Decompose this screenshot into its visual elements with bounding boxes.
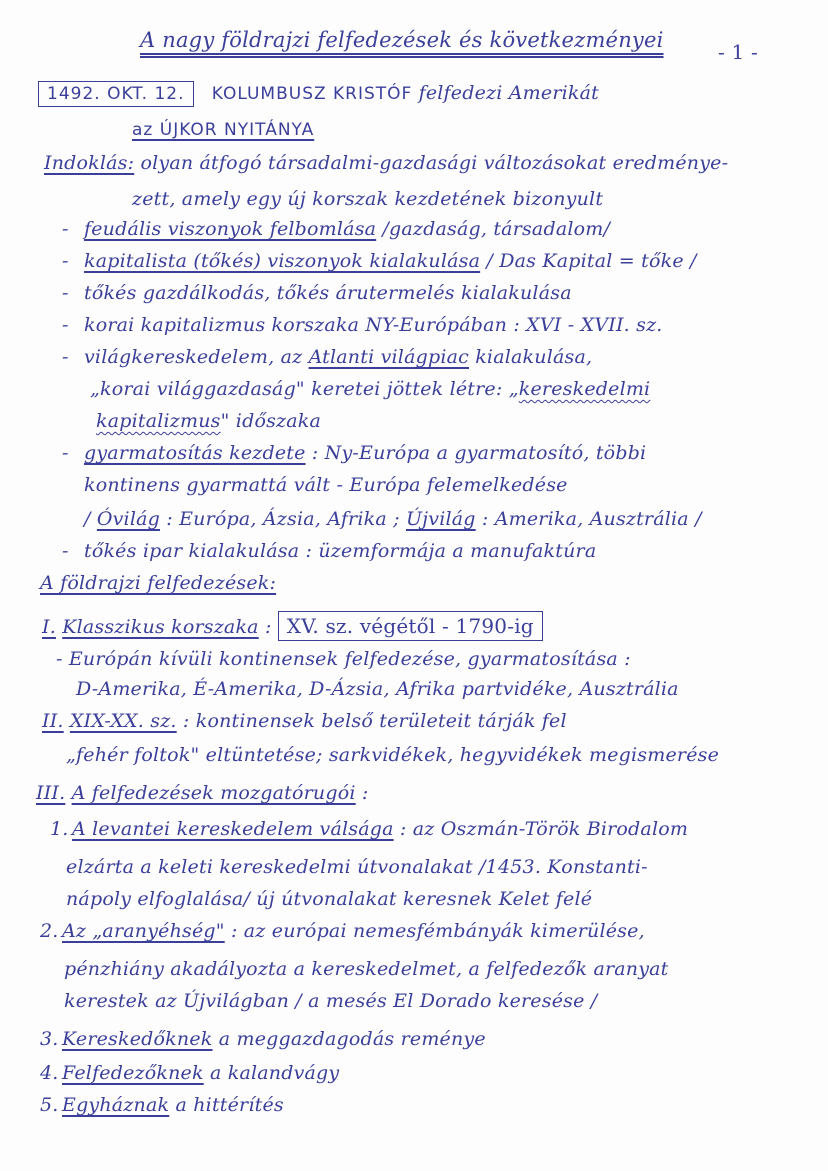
bullet-rest: tőkés gazdálkodás, tőkés árutermelés kialakulása xyxy=(84,282,572,304)
period-2-text-2: „fehér foltok" eltüntetése; sarkvidékek, hegyvidékek megismerése xyxy=(66,744,720,766)
bullet-dash: - xyxy=(62,540,69,562)
justification-line-1 xyxy=(44,152,728,174)
bullet-rest: /gazdaság, társadalom/ xyxy=(376,218,611,240)
atlantic-market: Atlanti világpiac xyxy=(308,346,469,368)
period-numeral: III. xyxy=(36,782,66,804)
motive-label: Az „aranyéhség" xyxy=(62,920,225,942)
bullet-item xyxy=(62,282,572,304)
world-trade-line-3 xyxy=(96,410,321,432)
industry-line xyxy=(62,540,596,562)
bullet-underlined: feudális viszonyok felbomlása xyxy=(84,218,377,240)
bullet-item xyxy=(62,218,610,240)
colonization-label: gyarmatosítás kezdete xyxy=(84,442,306,464)
intro-line xyxy=(38,82,599,104)
motive-number: 1. xyxy=(50,818,69,840)
period-1-text-1: - Európán kívüli kontinensek felfedezése, gyarmatosítása : xyxy=(56,648,631,670)
colonization-line-1 xyxy=(62,442,646,464)
bullet-dash: - xyxy=(62,218,69,240)
bullet-item xyxy=(62,250,697,272)
motive-label: A levantei kereskedelem válsága xyxy=(72,818,394,840)
motive-text: kerestek az Újvilágban / a mesés El Dorado keresése / xyxy=(64,990,598,1012)
motive-label: Egyháznak xyxy=(62,1094,170,1116)
event-rest: felfedezi Amerikát xyxy=(418,82,599,104)
motive-text: pénzhiány akadályozta a kereskedelmet, a felfedezők aranyat xyxy=(64,958,669,980)
motive-rest: : az Oszmán-Török Birodalom xyxy=(393,818,689,840)
justification-text-2: zett, amely egy új korszak kezdetének bizonyult xyxy=(132,188,604,210)
discoveries-heading: A földrajzi felfedezések: xyxy=(40,572,277,594)
bullet-rest: / Das Kapital = tőke / xyxy=(480,250,697,272)
period-2-line xyxy=(42,710,567,732)
bullet-dash: - xyxy=(62,250,69,272)
motive-rest: : az európai nemesfémbányák kimerülése, xyxy=(224,920,645,942)
colonization-line-3 xyxy=(84,508,702,530)
period-label: XIX-XX. sz. xyxy=(69,710,177,732)
world-trade-line2-text: „korai világgazdaság" keretei jöttek létre: „ xyxy=(90,378,519,400)
new-world-label: Újvilág xyxy=(405,508,476,530)
slash: / xyxy=(84,508,97,530)
world-trade-line-2 xyxy=(90,378,650,400)
motive-number: 2. xyxy=(40,920,59,942)
bullet-rest: korai kapitalizmus korszaka NY-Európában : XVI - XVII. sz. xyxy=(84,314,663,336)
bullet-dash: - xyxy=(62,314,69,336)
motive-rest: a hittérítés xyxy=(169,1094,284,1116)
motive-item xyxy=(40,1028,486,1050)
capitalism-word: kapitalizmus xyxy=(96,410,221,432)
period-colon: : xyxy=(355,782,369,804)
motive-item xyxy=(40,920,645,942)
bullet-dash: - xyxy=(62,282,69,304)
world-trade-line3-rest: " időszaka xyxy=(220,410,322,432)
motive-number: 4. xyxy=(40,1062,59,1084)
date-box: 1492. OKT. 12. xyxy=(38,81,194,107)
commercial-word: kereskedelmi xyxy=(518,378,651,400)
bullet-dash: - xyxy=(62,346,69,368)
motive-item xyxy=(50,818,688,840)
motive-number: 5. xyxy=(40,1094,59,1116)
motive-number: 3. xyxy=(40,1028,59,1050)
period-label: A felfedezések mozgatórugói xyxy=(71,782,356,804)
era-subtitle: az ÚJKOR NYITÁNYA xyxy=(132,120,315,140)
justification-label: Indoklás: xyxy=(44,152,135,174)
motive-text: nápoly elfoglalása/ új útvonalakat keresnek Kelet felé xyxy=(66,888,593,910)
motive-rest: a meggazdagodás reménye xyxy=(212,1028,486,1050)
industry-text: tőkés ipar kialakulása : üzemformája a manufaktúra xyxy=(84,540,597,562)
motive-label: Felfedezőknek xyxy=(62,1062,204,1084)
world-trade-line-1 xyxy=(62,346,592,368)
period-colon: : xyxy=(258,616,272,638)
page-number: - 1 - xyxy=(718,40,758,64)
period-label: Klasszikus korszaka xyxy=(62,616,259,638)
period-numeral: I. xyxy=(42,616,56,638)
motive-text: elzárta a keleti kereskedelmi útvonalakat /1453. Konstanti- xyxy=(66,856,648,878)
old-world-label: Óvilág xyxy=(96,508,160,530)
motive-rest: a kalandvágy xyxy=(203,1062,340,1084)
bullet-dash: - xyxy=(62,442,69,464)
bullet-underlined: kapitalista (tőkés) viszonyok kialakulása xyxy=(84,250,481,272)
period-numeral: II. xyxy=(42,710,64,732)
motive-label: Kereskedőknek xyxy=(62,1028,213,1050)
old-world-text: : Európa, Ázsia, Afrika ; xyxy=(160,508,406,530)
period-3-line xyxy=(36,782,368,804)
colonization-line-2: kontinens gyarmattá vált - Európa felemelkedése xyxy=(84,474,568,496)
period-1-text-2: D-Amerika, É-Amerika, D-Ázsia, Afrika partvidéke, Ausztrália xyxy=(76,678,679,700)
motive-item xyxy=(40,1094,284,1116)
period-rest: : kontinensek belső területeit tárják fel xyxy=(176,710,567,732)
period-1-line xyxy=(42,614,543,638)
period-date-box: XV. sz. végétől - 1790-ig xyxy=(278,611,543,641)
page-title: A nagy földrajzi felfedezések és következményei xyxy=(140,28,664,52)
world-trade-post: kialakulása, xyxy=(468,346,593,368)
world-trade-pre: világkereskedelem, az xyxy=(84,346,309,368)
bullet-item xyxy=(62,314,663,336)
motive-item xyxy=(40,1062,339,1084)
justification-text-1: olyan átfogó társadalmi-gazdasági változásokat eredménye- xyxy=(140,152,729,174)
colonization-rest: : Ny-Európa a gyarmatosító, többi xyxy=(305,442,647,464)
new-world-text: : Amerika, Ausztrália / xyxy=(475,508,702,530)
event-name: KOLUMBUSZ KRISTÓF xyxy=(211,84,413,104)
